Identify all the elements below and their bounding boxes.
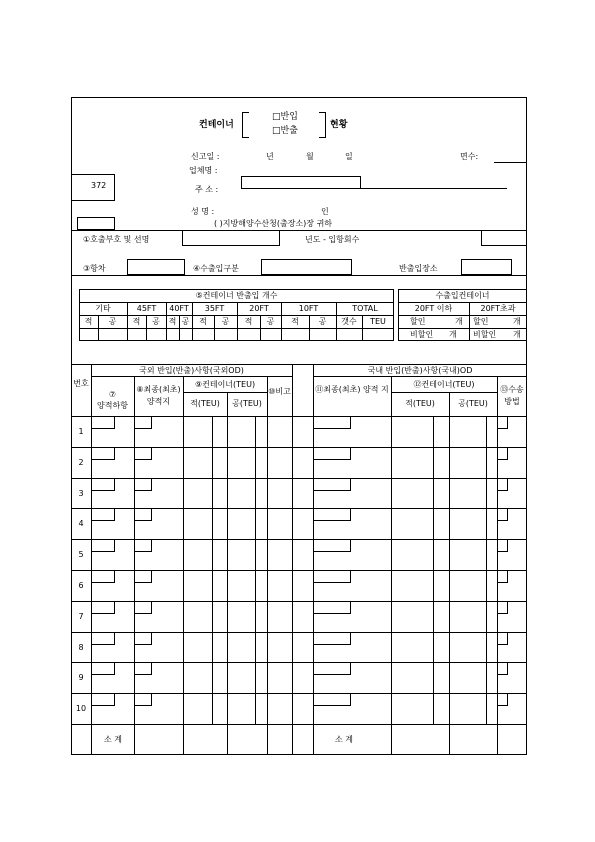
option-out-checkbox[interactable]: □반출: [272, 126, 298, 136]
count-sub-label: 공: [318, 317, 327, 326]
form-number: 372: [91, 181, 107, 190]
rule: [183, 376, 184, 755]
row-number: 4: [78, 519, 84, 529]
code-box[interactable]: [497, 601, 508, 614]
code-box[interactable]: [313, 601, 351, 614]
header-10: ⑩비고: [268, 387, 291, 396]
code-box[interactable]: [313, 478, 351, 491]
code-box[interactable]: [91, 416, 115, 429]
count-sub-label: 적: [132, 317, 141, 326]
ship-call-input[interactable]: [182, 230, 280, 246]
code-box[interactable]: [134, 570, 152, 583]
count-sub-label: 적: [84, 317, 93, 326]
code-box[interactable]: [497, 570, 508, 583]
discount-label: 할인: [410, 317, 426, 326]
count-group-label: 40FT: [169, 304, 189, 313]
count-cell[interactable]: [237, 328, 260, 341]
empty-label: 공(TEU): [232, 399, 262, 408]
year-label: 년: [266, 152, 274, 161]
name-label: 성 명 :: [191, 207, 215, 216]
rule: [313, 376, 527, 377]
month-label: 월: [306, 152, 314, 161]
day-label: 일: [345, 152, 353, 161]
header-12: ⑫컨테이너(TEU): [413, 380, 475, 389]
small-box: [77, 217, 115, 230]
count-cell[interactable]: [336, 328, 362, 341]
code-box[interactable]: [134, 539, 152, 552]
count-cell[interactable]: [166, 328, 179, 341]
count-cell[interactable]: [192, 328, 214, 341]
rule: [398, 328, 527, 329]
count-group-label: 20FT: [249, 304, 269, 313]
subtotal-domestic: 소 계: [335, 735, 353, 744]
rule: [183, 392, 267, 393]
io-type-input[interactable]: [261, 259, 352, 275]
year-entry-label: 년도 - 입항회수: [305, 235, 360, 244]
code-box[interactable]: [134, 693, 152, 706]
count-group-label: 35FT: [204, 304, 225, 313]
count-cell[interactable]: [179, 328, 192, 341]
unit-label-4: 개: [513, 330, 521, 339]
count-sub-label: 공: [266, 317, 275, 326]
code-box[interactable]: [91, 662, 115, 675]
count-cell[interactable]: [309, 328, 336, 341]
count-group-label: 45FT: [136, 304, 157, 313]
code-box[interactable]: [91, 693, 115, 706]
code-box[interactable]: [134, 447, 152, 460]
count-cell[interactable]: [260, 328, 281, 341]
code-box[interactable]: [497, 508, 508, 521]
count-sub-label: 공: [181, 317, 190, 326]
rule: [71, 230, 527, 231]
code-box[interactable]: [497, 447, 508, 460]
option-in-checkbox[interactable]: □반입: [272, 112, 298, 122]
rule: [292, 364, 293, 755]
count-cell[interactable]: [79, 328, 98, 341]
address-label: 주 소 :: [195, 185, 219, 194]
row-number: 7: [78, 611, 84, 621]
address-input[interactable]: [241, 176, 361, 189]
export-col1: 20FT 이하: [414, 304, 453, 313]
company-label: 업체명 :: [189, 166, 218, 175]
code-box[interactable]: [134, 632, 152, 645]
code-box[interactable]: [313, 662, 351, 675]
count-sub-label: 적: [199, 317, 207, 326]
domestic-title: 국내 반입(반출)사항(국내)OD: [367, 366, 473, 375]
empty-label-2: 공(TEU): [458, 399, 488, 408]
laden-label-2: 적(TEU): [405, 399, 435, 408]
location-input[interactable]: [461, 259, 512, 275]
code-box[interactable]: [91, 539, 115, 552]
code-box[interactable]: [497, 539, 508, 552]
rule: [71, 364, 527, 365]
code-box[interactable]: [91, 632, 115, 645]
discount-label-2: 할인: [473, 317, 489, 326]
row-number: 6: [78, 581, 84, 590]
count-cell[interactable]: [214, 328, 237, 341]
rule: [391, 392, 497, 393]
header-7: ⑦ 양적하항: [97, 390, 128, 411]
header-11: ⑪최종(최초) 양적 지: [315, 385, 389, 394]
overseas-title: 국외 반입(반출)사항(국외OD): [139, 366, 244, 375]
code-box[interactable]: [91, 570, 115, 583]
count-cell[interactable]: [281, 328, 309, 341]
code-box[interactable]: [313, 447, 351, 460]
voyage-input[interactable]: [127, 259, 185, 275]
count-cell[interactable]: [127, 328, 146, 341]
count-sub-label: TEU: [370, 317, 386, 326]
address-line[interactable]: [361, 188, 507, 189]
code-box[interactable]: [134, 478, 152, 491]
ship-call-label: ①호출부호 및 선명: [83, 235, 150, 244]
code-box[interactable]: [134, 601, 152, 614]
rule: [91, 376, 292, 377]
header-13: ⑬수송방법: [500, 385, 524, 406]
row-number: 2: [78, 457, 84, 467]
rule: [398, 302, 527, 303]
rule: [71, 724, 527, 725]
title-right: 현황: [330, 120, 348, 130]
rule: [398, 315, 527, 316]
count-sub-label: 적: [291, 317, 299, 326]
code-box[interactable]: [91, 601, 115, 614]
count-group-label: TOTAL: [352, 304, 378, 313]
export-import-title: 수출입컨테이너: [435, 291, 490, 300]
code-box[interactable]: [497, 478, 508, 491]
no-discount-label: 비할인: [410, 330, 434, 339]
voyage-label: ③항차: [83, 264, 106, 273]
header-8: ⑧최종(최초)양적지: [136, 385, 181, 406]
code-box[interactable]: [134, 416, 152, 429]
location-label: 반출입장소: [399, 264, 438, 273]
unit-label: 개: [455, 317, 463, 326]
code-box[interactable]: [313, 539, 351, 552]
code-box[interactable]: [497, 416, 508, 429]
row-number: 9: [78, 673, 84, 683]
code-box[interactable]: [497, 662, 508, 675]
no-discount-label-2: 비할인: [473, 330, 497, 339]
code-box[interactable]: [313, 416, 351, 429]
code-box[interactable]: [313, 570, 351, 583]
count-cell[interactable]: [362, 328, 394, 341]
export-col2: 20FT초과: [480, 304, 516, 313]
code-box[interactable]: [313, 632, 351, 645]
report-date-label: 신고일 :: [191, 152, 220, 161]
title-left: 컨테이너: [199, 120, 234, 130]
code-box[interactable]: [91, 478, 115, 491]
no-label: 번호: [73, 379, 89, 388]
code-box[interactable]: [134, 662, 152, 675]
year-entry-input[interactable]: [481, 230, 527, 246]
rule: [391, 376, 392, 755]
bracket-right: [319, 112, 326, 138]
rule: [267, 376, 268, 755]
seal-mark: 인: [321, 207, 329, 216]
count-sub-label: 공: [108, 317, 117, 326]
count-sub-label: 갯수: [341, 317, 357, 326]
count-sub-label: 적: [168, 317, 177, 326]
row-number: 10: [75, 704, 87, 714]
unit-label-2: 개: [513, 317, 521, 326]
row-number: 8: [78, 642, 84, 652]
count-cell[interactable]: [146, 328, 166, 341]
unit-label-3: 개: [449, 330, 457, 339]
rule: [71, 275, 527, 276]
code-box[interactable]: [497, 693, 508, 706]
code-box[interactable]: [497, 632, 508, 645]
subtotal-overseas: 소 계: [104, 735, 122, 744]
code-box[interactable]: [313, 508, 351, 521]
page-count-label: 면수:: [460, 152, 479, 161]
code-box[interactable]: [91, 447, 115, 460]
page-count-field[interactable]: [494, 162, 527, 163]
code-box[interactable]: [91, 508, 115, 521]
code-box[interactable]: [134, 508, 152, 521]
container-count-title: ⑤컨테이너 반출입 개수: [195, 291, 278, 300]
row-number: 1: [78, 427, 84, 436]
count-sub-label: 공: [221, 317, 230, 326]
count-sub-label: 공: [152, 317, 160, 326]
io-type-label: ④수출입구분: [193, 264, 239, 273]
count-cell[interactable]: [98, 328, 127, 341]
header-9: ⑨컨테이너(TEU): [194, 380, 256, 389]
row-number: 3: [78, 488, 84, 498]
code-box[interactable]: [313, 693, 351, 706]
row-number: 5: [78, 550, 84, 560]
count-sub-label: 적: [244, 317, 253, 326]
laden-label: 적(TEU): [190, 399, 220, 408]
bracket-left: [242, 112, 249, 138]
count-group-label: 기타: [95, 304, 111, 313]
count-group-label: 10FT: [298, 304, 319, 313]
recipient: ( )지방해양수산청(출장소)장 귀하: [214, 219, 333, 228]
